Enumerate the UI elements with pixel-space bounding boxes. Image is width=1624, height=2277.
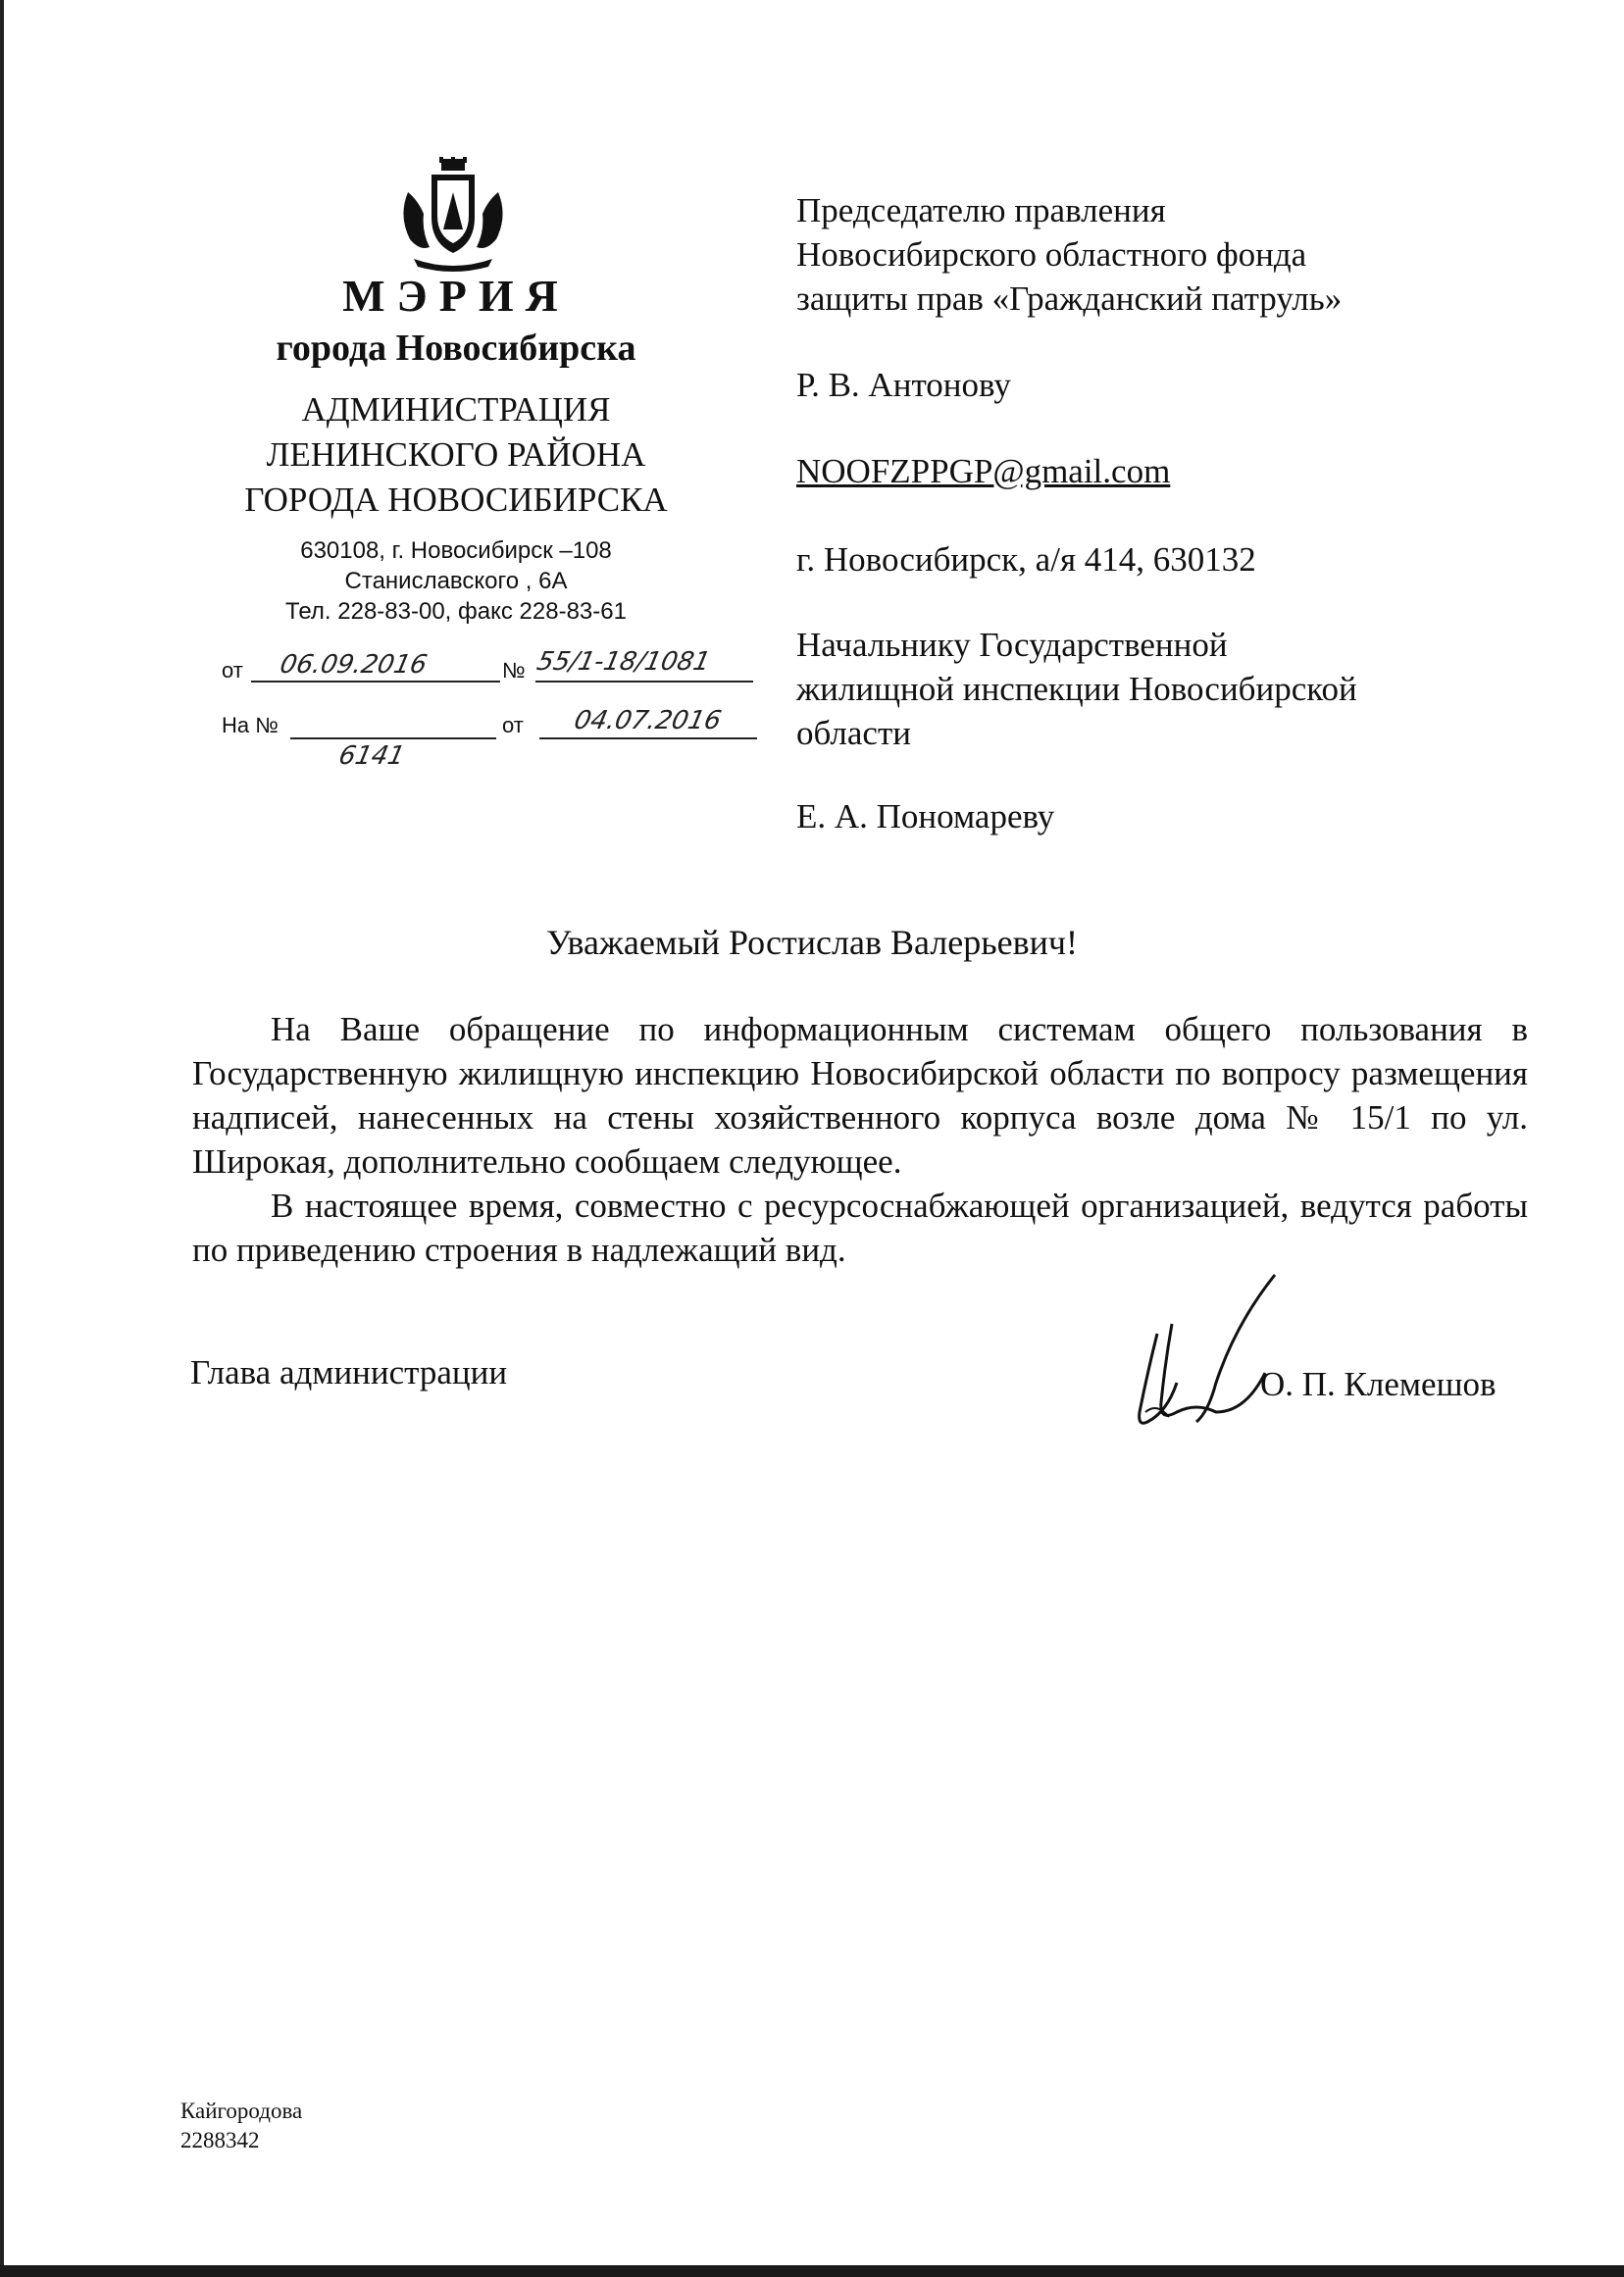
admin-line-3: ГОРОДА НОВОСИБИРСКА bbox=[244, 481, 668, 519]
admin-line-2: ЛЕНИНСКОГО РАЙОНА bbox=[266, 435, 646, 474]
executor-phone: 2288342 bbox=[180, 2128, 260, 2152]
addressee-1-line-1: Председателю правления bbox=[796, 191, 1166, 229]
handwritten-signature-icon bbox=[1118, 1265, 1304, 1442]
number-label: № bbox=[502, 658, 526, 683]
reply-date-underline bbox=[539, 737, 757, 739]
from-label: от bbox=[222, 658, 243, 683]
reply-date-label: от bbox=[502, 713, 524, 737]
addressee-1-line-2: Новосибирского областного фонда bbox=[796, 235, 1307, 274]
signatory-name: О. П. Клемешов bbox=[1260, 1365, 1497, 1403]
letterhead-administration bbox=[191, 387, 721, 523]
signatory-title: Глава администрации bbox=[190, 1353, 508, 1392]
address-line-2: Станиславского , 6А bbox=[344, 568, 568, 594]
reply-to-date: 04.07.2016 bbox=[571, 706, 725, 735]
registration-date: 06.09.2016 bbox=[277, 650, 431, 680]
outgoing-number: 55/1-18/1081 bbox=[533, 647, 713, 677]
addressee-2-line-2: жилищной инспекции Новосибирской bbox=[796, 670, 1357, 708]
addressee-1-position bbox=[796, 188, 1434, 321]
letterhead-city: города Новосибирска bbox=[276, 328, 636, 369]
phone-line: Тел. 228-83-00, факс 228-83-61 bbox=[285, 598, 627, 625]
body-paragraph-1: На Ваше обращение по информационным системам общего пользования в Государственную жилищную инспекцию Новосибирской области по вопросу размещения надписей, нанесенных на стены хозяйственного корпуса возле дома № 15/1 по ул. Широкая, дополнительно сообщаем следующее. bbox=[192, 1010, 1528, 1181]
addressee-1-postal-address: г. Новосибирск, а/я 414, 630132 bbox=[796, 540, 1256, 579]
salutation: Уважаемый Ростислав Валерьевич! bbox=[546, 923, 1078, 962]
addressee-2-position bbox=[796, 623, 1434, 755]
addressee-1-line-3: защиты прав «Гражданский патруль» bbox=[796, 279, 1343, 318]
executor-name: Кайгородова bbox=[180, 2099, 303, 2123]
scan-edge-bottom bbox=[0, 2265, 1624, 2277]
body-paragraph-2: В настоящее время, совместно с ресурсоснабжающей организацией, ведутся работы по приведению строения в надлежащий вид. bbox=[192, 1187, 1528, 1269]
number-underline bbox=[535, 681, 753, 683]
reply-number-underline bbox=[290, 737, 496, 739]
addressee-2-line-3: области bbox=[796, 714, 911, 752]
scan-edge-left bbox=[0, 0, 4, 2277]
addressee-1-email[interactable]: NOOFZPPGP@gmail.com bbox=[796, 452, 1171, 490]
city-coat-of-arms-icon bbox=[394, 157, 512, 275]
admin-line-1: АДМИНИСТРАЦИЯ bbox=[301, 390, 611, 429]
addressee-1-name: Р. В. Антонову bbox=[796, 366, 1011, 404]
letterhead-address bbox=[191, 535, 721, 627]
executor-info bbox=[180, 2097, 302, 2155]
reply-to-number: 6141 bbox=[335, 741, 408, 771]
letterhead-meria: МЭРИЯ bbox=[342, 271, 570, 321]
address-line-1: 630108, г. Новосибирск –108 bbox=[300, 537, 612, 564]
addressee-2-line-1: Начальнику Государственной bbox=[796, 626, 1228, 664]
addressee-2-name: Е. А. Пономареву bbox=[796, 797, 1055, 835]
date-underline bbox=[251, 681, 500, 683]
reply-to-label: На № bbox=[222, 713, 279, 737]
